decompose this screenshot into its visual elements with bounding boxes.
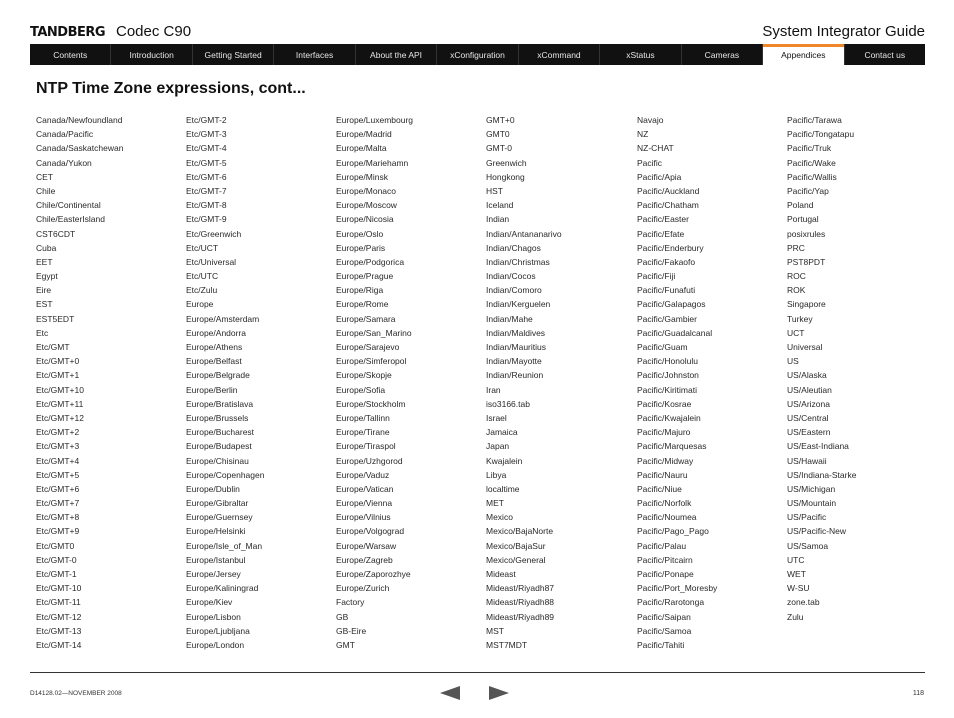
timezone-item: Pacific/Enderbury: [637, 242, 704, 253]
timezone-item: Etc/UCT: [186, 242, 219, 253]
timezone-item: Pacific/Port_Moresby: [637, 583, 718, 594]
timezone-item: US: [787, 356, 799, 367]
timezone-item: Pacific/Apia: [637, 171, 682, 182]
timezone-item: Pacific/Honolulu: [637, 356, 698, 367]
tab-getting-started[interactable]: Getting Started: [193, 44, 274, 65]
timezone-item: NZ: [637, 129, 649, 140]
timezone-item: Indian: [486, 214, 510, 225]
timezone-item: Europe/Samara: [336, 313, 396, 324]
timezone-item: Europe/Vienna: [336, 498, 393, 509]
timezone-item: Mideast: [486, 569, 516, 579]
timezone-item: US/Central: [787, 412, 829, 423]
timezone-item: Europe/London: [186, 639, 245, 650]
timezone-item: Europe/Oslo: [336, 228, 384, 239]
tab-xconfiguration[interactable]: xConfiguration: [437, 44, 518, 65]
timezone-item: GMT0: [486, 129, 510, 140]
timezone-item: Europe/Helsinki: [186, 526, 246, 537]
timezone-item: Europe/Brussels: [186, 412, 249, 423]
timezone-item: Europe/Chisinau: [186, 455, 249, 466]
timezone-item: Pacific/Saipan: [637, 611, 691, 622]
timezone-item: Europe/Kaliningrad: [186, 583, 259, 594]
timezone-item: Europe/Amsterdam: [186, 313, 260, 324]
timezone-item: WET: [787, 569, 806, 579]
timezone-column: [36, 113, 186, 652]
timezone-item: Iceland: [486, 200, 514, 211]
timezone-item: Pacific/Kosrae: [637, 398, 692, 409]
timezone-item: Iran: [486, 384, 501, 395]
timezone-item: GMT+0: [486, 115, 515, 125]
header: [30, 22, 925, 44]
tab-contact-us[interactable]: Contact us: [864, 49, 906, 60]
timezone-item: Pacific/Palau: [637, 540, 687, 551]
timezone-item: UCT: [787, 327, 805, 338]
timezone-item: Europe/Ljubljana: [186, 625, 250, 636]
timezone-item: Europe/Guernsey: [186, 512, 253, 523]
timezone-item: Pacific: [637, 157, 663, 168]
timezone-item: Indian/Mayotte: [486, 356, 542, 367]
tab-xstatus[interactable]: xStatus: [600, 44, 681, 65]
arrow-left-icon[interactable]: [440, 686, 462, 700]
timezone-item: US/Samoa: [787, 540, 829, 551]
timezone-item: Pacific/Niue: [637, 483, 682, 494]
timezone-item: HST: [486, 185, 503, 196]
timezone-item: Europe/Warsaw: [336, 540, 397, 551]
timezone-item: Cuba: [36, 242, 57, 253]
timezone-item: NZ-CHAT: [637, 143, 674, 154]
timezone-item: ROK: [787, 285, 806, 296]
timezone-item: Pacific/Auckland: [637, 185, 700, 196]
tandberg-logo: TANDBERG: [30, 25, 106, 40]
timezone-item: Europe/Skopje: [336, 370, 392, 381]
timezone-item: MST: [486, 625, 504, 636]
timezone-item: Europe/Luxembourg: [336, 115, 414, 125]
timezone-item: Pacific/Norfolk: [637, 498, 692, 509]
timezone-item: Europe/Stockholm: [336, 398, 406, 409]
timezone-column: [486, 113, 636, 652]
timezone-item: Europe/Moscow: [336, 200, 397, 211]
timezone-item: Etc/GMT+2: [36, 427, 80, 438]
timezone-item: Pacific/Wake: [787, 157, 836, 168]
timezone-item: Etc/GMT-11: [36, 597, 81, 608]
timezone-item: Europe/Prague: [336, 271, 394, 282]
timezone-item: Europe/Riga: [336, 285, 384, 296]
timezone-item: Pacific/Fiji: [637, 271, 676, 282]
timezone-item: PRC: [787, 242, 805, 253]
tab-introduction[interactable]: Introduction: [111, 44, 192, 65]
timezone-item: Pacific/Marquesas: [637, 441, 707, 452]
tab-about-the-api[interactable]: About the API: [356, 44, 437, 65]
timezone-item: MET: [486, 498, 504, 509]
timezone-item: Navajo: [637, 115, 664, 125]
timezone-item: Europe/Madrid: [336, 129, 392, 140]
timezone-item: Pacific/Rarotonga: [637, 597, 705, 608]
timezone-item: GB-Eire: [336, 625, 367, 636]
timezone-item: Europe/Budapest: [186, 441, 252, 452]
timezone-item: Etc/GMT-10: [36, 583, 82, 594]
timezone-item: Europe/Sarajevo: [336, 342, 400, 352]
timezone-column: [336, 113, 486, 652]
timezone-item: Europe/Zagreb: [336, 554, 393, 565]
timezone-item: MST7MDT: [486, 639, 528, 650]
timezone-item: Etc/GMT-6: [186, 171, 227, 182]
timezone-item: CST6CDT: [36, 228, 76, 239]
timezone-item: US/Alaska: [787, 370, 827, 381]
timezone-item: Etc/Universal: [186, 256, 237, 267]
timezone-item: Europe/Sofia: [336, 384, 386, 395]
timezone-item: Europe/Minsk: [336, 171, 388, 182]
timezone-item: Europe/Andorra: [186, 327, 247, 338]
timezone-item: Turkey: [787, 313, 813, 324]
timezone-item: Europe/Vilnius: [336, 512, 391, 523]
timezone-item: Eire: [36, 285, 52, 296]
timezone-item: UTC: [787, 554, 805, 565]
timezone-item: Indian/Mauritius: [486, 342, 547, 352]
timezone-item: Indian/Antananarivo: [486, 228, 562, 239]
timezone-item: Etc/Greenwich: [186, 228, 242, 239]
timezone-item: EET: [36, 256, 53, 267]
timezone-item: Canada/Newfoundland: [36, 115, 123, 125]
timezone-item: Etc/GMT+7: [36, 498, 80, 509]
timezone-item: US/Indiana-Starke: [787, 469, 857, 480]
timezone-item: Chile/EasterIsland: [36, 214, 105, 225]
timezone-item: Singapore: [787, 299, 826, 310]
timezone-item: Indian/Kerguelen: [486, 299, 551, 310]
timezone-item: Indian/Maldives: [486, 327, 546, 338]
timezone-item: Europe/Dublin: [186, 483, 240, 494]
timezone-item: EST: [36, 299, 53, 310]
timezone-item: Europe/Berlin: [186, 384, 238, 395]
timezone-item: Israel: [486, 412, 507, 423]
timezone-item: Chile: [36, 185, 56, 196]
timezone-item: Mexico/BajaNorte: [486, 526, 554, 537]
timezone-item: W-SU: [787, 583, 810, 594]
timezone-item: Etc/GMT-5: [186, 157, 227, 168]
timezone-item: Europe/Paris: [336, 242, 386, 253]
timezone-item: Egypt: [36, 271, 58, 282]
product-name: Codec C90: [116, 23, 192, 40]
timezone-item: Etc/GMT+11: [36, 398, 84, 409]
timezone-item: Indian/Mahe: [486, 313, 533, 324]
timezone-item: Etc/GMT-14: [36, 639, 82, 650]
timezone-item: Pacific/Johnston: [637, 370, 699, 381]
timezone-item: Pacific/Tahiti: [637, 639, 685, 650]
tab-interfaces[interactable]: Interfaces: [274, 44, 355, 65]
timezone-item: Kwajalein: [486, 455, 523, 466]
timezone-item: Indian/Cocos: [486, 271, 536, 282]
footer-divider: [30, 672, 925, 673]
timezone-item: Japan: [486, 441, 510, 452]
timezone-item: Pacific/Truk: [787, 143, 832, 154]
timezone-item: Europe/San_Marino: [336, 327, 412, 338]
timezone-item: US/East-Indiana: [787, 441, 849, 452]
timezone-item: Europe/Athens: [186, 342, 243, 352]
tab-xcommand[interactable]: xCommand: [519, 44, 600, 65]
timezone-item: PST8PDT: [787, 256, 826, 267]
timezone-item: Pacific/Tarawa: [787, 115, 842, 125]
timezone-item: Pacific/Samoa: [637, 625, 692, 636]
timezone-item: Europe/Jersey: [186, 569, 241, 579]
document-id: D14128.02—NOVEMBER 2008: [30, 690, 122, 697]
timezone-item: Pacific/Guam: [637, 342, 688, 352]
timezone-item: Pacific/Nauru: [637, 469, 688, 480]
timezone-item: Europe/Vaduz: [336, 469, 390, 480]
timezone-item: Europe: [186, 299, 214, 310]
timezone-item: Etc/UTC: [186, 271, 219, 282]
timezone-item: US/Pacific-New: [787, 526, 847, 537]
timezone-item: Pacific/Gambier: [637, 313, 697, 324]
timezone-item: GMT-0: [486, 143, 512, 154]
tab-contents[interactable]: Contents: [30, 44, 111, 65]
timezone-item: Etc/GMT+3: [36, 441, 80, 452]
timezone-item: Zulu: [787, 611, 804, 622]
timezone-item: Pacific/Galapagos: [637, 299, 706, 310]
timezone-item: zone.tab: [787, 597, 820, 608]
timezone-item: Hongkong: [486, 171, 525, 182]
timezone-item: Europe/Bratislava: [186, 398, 254, 409]
timezone-column: [787, 113, 937, 624]
timezone-item: Etc: [36, 327, 49, 338]
timezone-item: Europe/Isle_of_Man: [186, 540, 263, 551]
tab-appendices[interactable]: Appendices: [763, 44, 844, 65]
timezone-item: GB: [336, 611, 349, 622]
timezone-item: Pacific/Tongatapu: [787, 129, 855, 140]
timezone-item: US/Hawaii: [787, 455, 827, 466]
timezone-item: Etc/GMT-7: [186, 185, 227, 196]
timezone-item: Poland: [787, 200, 814, 211]
timezone-item: Libya: [486, 469, 507, 480]
timezone-item: Europe/Podgorica: [336, 256, 405, 267]
timezone-item: Pacific/Fakaofo: [637, 256, 696, 267]
timezone-item: Europe/Tallinn: [336, 412, 390, 423]
timezone-item: Etc/GMT0: [36, 540, 75, 551]
timezone-item: Etc/GMT-1: [36, 569, 77, 579]
timezone-item: CET: [36, 171, 53, 182]
timezone-item: Etc/GMT+9: [36, 526, 80, 537]
timezone-item: Europe/Gibraltar: [186, 498, 249, 509]
timezone-item: Pacific/Funafuti: [637, 285, 696, 296]
timezone-item: Europe/Tirane: [336, 427, 390, 438]
timezone-item: Etc/GMT-8: [186, 200, 227, 211]
timezone-item: Europe/Tiraspol: [336, 441, 396, 452]
timezone-item: Etc/GMT+0: [36, 356, 80, 367]
timezone-item: Europe/Lisbon: [186, 611, 241, 622]
timezone-item: Etc/Zulu: [186, 285, 218, 296]
timezone-item: Universal: [787, 342, 823, 352]
timezone-item: Etc/GMT+5: [36, 469, 80, 480]
timezone-item: Europe/Belfast: [186, 356, 242, 367]
arrow-right-icon[interactable]: [487, 686, 509, 700]
timezone-item: Pacific/Noumea: [637, 512, 697, 523]
tab-cameras[interactable]: Cameras: [682, 44, 763, 65]
timezone-item: Mideast/Riyadh89: [486, 611, 555, 622]
timezone-item: Pacific/Pago_Pago: [637, 526, 709, 537]
timezone-item: Pacific/Efate: [637, 228, 685, 239]
timezone-item: Indian/Reunion: [486, 370, 544, 381]
timezone-item: US/Aleutian: [787, 384, 832, 395]
timezone-item: Europe/Copenhagen: [186, 469, 265, 480]
timezone-item: Etc/GMT+8: [36, 512, 80, 523]
timezone-item: localtime: [486, 483, 520, 494]
timezone-item: Portugal: [787, 214, 819, 225]
timezone-item: Europe/Vatican: [336, 483, 394, 494]
timezone-item: Europe/Istanbul: [186, 554, 246, 565]
timezone-item: Etc/GMT-4: [186, 143, 227, 154]
timezone-item: Etc/GMT+6: [36, 483, 80, 494]
timezone-item: Pacific/Kiritimati: [637, 384, 697, 395]
timezone-item: Etc/GMT+1: [36, 370, 80, 381]
timezone-item: EST5EDT: [36, 313, 75, 324]
timezone-item: Mexico/BajaSur: [486, 540, 546, 551]
timezone-item: Etc/GMT-3: [186, 129, 227, 140]
timezone-item: Canada/Saskatchewan: [36, 143, 124, 154]
timezone-item: Pacific/Kwajalein: [637, 412, 701, 423]
timezone-column: [186, 113, 336, 652]
timezone-item: Europe/Kiev: [186, 597, 233, 608]
timezone-item: Europe/Rome: [336, 299, 389, 310]
timezone-item: US/Arizona: [787, 398, 830, 409]
timezone-item: Europe/Uzhgorod: [336, 455, 403, 466]
timezone-item: Canada/Yukon: [36, 157, 92, 168]
timezone-item: Etc/GMT-12: [36, 611, 82, 622]
timezone-item: Canada/Pacific: [36, 129, 94, 140]
timezone-item: Pacific/Chatham: [637, 200, 699, 211]
timezone-item: Etc/GMT-0: [36, 554, 77, 565]
timezone-item: Europe/Belgrade: [186, 370, 250, 381]
timezone-item: Europe/Malta: [336, 143, 387, 154]
guide-title: System Integrator Guide: [762, 23, 925, 40]
timezone-item: Etc/GMT+4: [36, 455, 80, 466]
timezone-item: Europe/Simferopol: [336, 356, 407, 367]
timezone-item: US/Mountain: [787, 498, 837, 509]
timezone-item: Europe/Bucharest: [186, 427, 255, 438]
timezone-item: Pacific/Guadalcanal: [637, 327, 713, 338]
timezone-item: Pacific/Yap: [787, 185, 829, 196]
timezone-item: ROC: [787, 271, 806, 282]
timezone-item: Europe/Mariehamn: [336, 157, 409, 168]
timezone-item: Etc/GMT+10: [36, 384, 84, 395]
timezone-item: Pacific/Midway: [637, 455, 694, 466]
timezone-item: Europe/Nicosia: [336, 214, 394, 225]
timezone-item: Chile/Continental: [36, 200, 101, 211]
timezone-column: [637, 113, 787, 652]
timezone-item: Factory: [336, 597, 365, 608]
timezone-item: Mideast/Riyadh88: [486, 597, 555, 608]
timezone-item: Pacific/Wallis: [787, 171, 837, 182]
timezone-item: Pacific/Ponape: [637, 569, 694, 579]
timezone-item: Mexico: [486, 512, 513, 523]
timezone-item: Pacific/Majuro: [637, 427, 691, 438]
timezone-item: US/Michigan: [787, 483, 836, 494]
timezone-item: Etc/GMT-13: [36, 625, 82, 636]
timezone-item: posixrules: [787, 228, 826, 239]
timezone-item: Europe/Zurich: [336, 583, 390, 594]
timezone-item: Indian/Comoro: [486, 285, 542, 296]
timezone-item: Etc/GMT+12: [36, 412, 84, 423]
timezone-item: Indian/Chagos: [486, 242, 541, 253]
timezone-item: US/Eastern: [787, 427, 831, 438]
page-number: 118: [912, 690, 924, 697]
timezone-item: Greenwich: [486, 157, 527, 168]
timezone-item: US/Pacific: [787, 512, 827, 523]
timezone-item: Pacific/Pitcairn: [637, 554, 693, 565]
timezone-item: Etc/GMT: [36, 342, 70, 352]
timezone-item: Pacific/Easter: [637, 214, 689, 225]
timezone-item: Etc/GMT-2: [186, 115, 227, 125]
timezone-item: Europe/Zaporozhye: [336, 569, 411, 579]
timezone-item: Indian/Christmas: [486, 256, 550, 267]
timezone-item: iso3166.tab: [486, 398, 530, 409]
page-title: NTP Time Zone expressions, cont...: [36, 80, 306, 97]
timezone-item: GMT: [336, 639, 355, 650]
timezone-item: Jamaica: [486, 427, 518, 438]
timezone-item: Mideast/Riyadh87: [486, 583, 555, 594]
timezone-item: Europe/Monaco: [336, 185, 397, 196]
timezone-item: Etc/GMT-9: [186, 214, 227, 225]
timezone-item: Mexico/General: [486, 554, 546, 565]
timezone-item: Europe/Volgograd: [336, 526, 405, 537]
top-navigation: [30, 44, 925, 65]
